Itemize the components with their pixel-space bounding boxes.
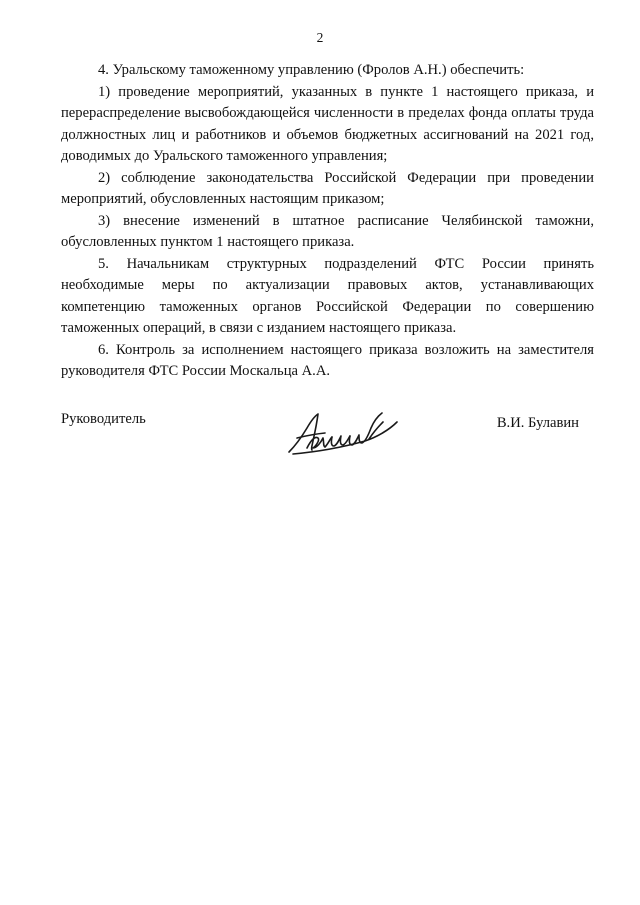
paragraph-subitem-1: 1) проведение мероприятий, указанных в пункте 1 настоящего приказа, и перераспределение высвобождающейся численности в пределах фонда оплаты труда должностных лиц и работников и объемов бюджетных ассигнований на 2021 год, доводимых до Уральского таможенного управления; [61, 83, 594, 164]
page-number: 2 [316, 30, 324, 45]
paragraph-item-4: 4. Уральскому таможенному управлению (Фролов А.Н.) обеспечить: [98, 62, 525, 78]
document-body [61, 60, 594, 383]
signature-block [61, 408, 594, 468]
paragraph-item-6: 6. Контроль за исполнением настоящего приказа возложить на заместителя руководителя ФТС России Москальца А.А. [61, 341, 594, 379]
paragraph-subitem-3: 3) внесение изменений в штатное расписание Челябинской таможни, обусловленных пунктом 1 настоящего приказа. [61, 212, 594, 250]
paragraph-item-5: 5. Начальникам структурных подразделений ФТС России принять необходимые меры по актуализации правовых актов, устанавливающих компетенцию таможенных органов Российской Федерации по совершению таможенных операций, в связи с изданием настоящего приказа. [61, 255, 594, 336]
handwritten-signature [285, 408, 400, 458]
signatory-title: Руководитель [61, 411, 146, 427]
signatory-name: В.И. Булавин [496, 415, 579, 431]
paragraph-subitem-2: 2) соблюдение законодательства Российской Федерации при проведении мероприятий, обусловленных настоящим приказом; [61, 169, 594, 207]
